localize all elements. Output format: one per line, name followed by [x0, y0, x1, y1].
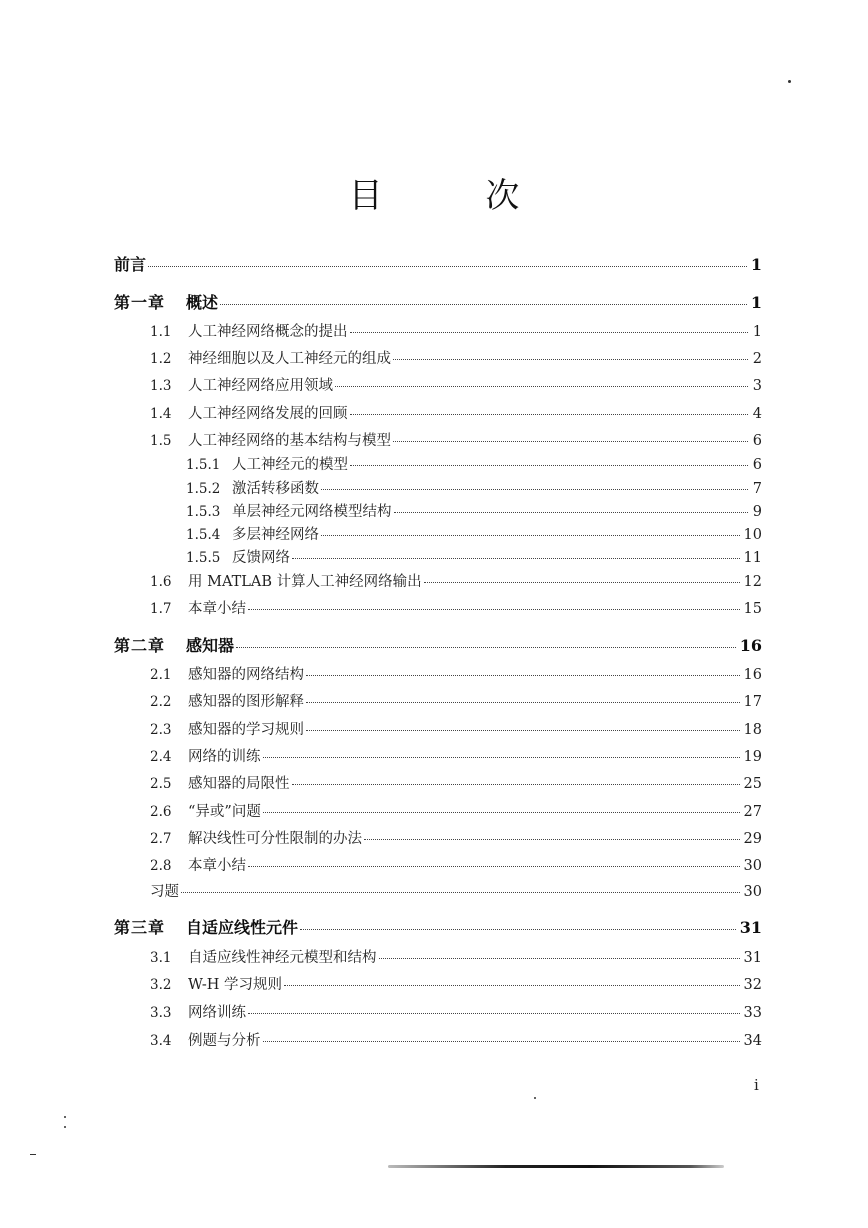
- toc-entry-page: 19: [743, 749, 762, 765]
- toc-entry-page: 6: [752, 457, 762, 473]
- toc-entry-number: 2.5: [150, 776, 172, 792]
- toc-entry-page: 12: [743, 574, 762, 590]
- dot-leader: [263, 812, 740, 813]
- toc-entry-page: 31: [739, 918, 762, 937]
- toc-entry-number: 1.4: [150, 406, 172, 422]
- dot-leader: [393, 359, 748, 360]
- toc-chapter-entry[interactable]: [114, 633, 762, 656]
- toc-section-entry[interactable]: [150, 663, 762, 684]
- toc-entry-page: 29: [743, 831, 762, 847]
- toc-section-entry[interactable]: [150, 718, 762, 739]
- dot-leader: [335, 386, 748, 387]
- dot-leader: [379, 958, 740, 959]
- toc-entry-number: 3.3: [150, 1005, 172, 1021]
- toc-entry-number: 1.2: [150, 351, 172, 367]
- toc-entry-title: 感知器的图形解释: [188, 694, 304, 710]
- toc-chapter-entry[interactable]: [114, 915, 762, 938]
- toc-entry-number: 1.6: [150, 574, 172, 590]
- toc-entry-page: 30: [743, 884, 762, 900]
- toc-entry-page: 34: [743, 1033, 762, 1049]
- toc-entry-number: 第三章: [114, 918, 166, 937]
- dot-leader: [292, 558, 740, 559]
- toc-entry-title: 自适应线性神经元模型和结构: [188, 950, 377, 966]
- toc-entry-page: 1: [752, 324, 762, 340]
- toc-entry-title: 本章小结: [188, 601, 246, 617]
- dot-leader: [306, 675, 740, 676]
- toc-entry-number: 2.8: [150, 858, 172, 874]
- toc-entry-number: 2.3: [150, 722, 172, 738]
- toc-entry-title: 人工神经网络概念的提出: [188, 324, 348, 340]
- dot-leader: [263, 757, 740, 758]
- toc-subsection-entry[interactable]: [186, 453, 762, 474]
- toc-section-entry[interactable]: [150, 347, 762, 368]
- toc-entry-title: 单层神经元网络模型结构: [232, 504, 392, 520]
- toc-entry-title: 多层神经网络: [232, 527, 319, 543]
- toc-entry-number: 2.6: [150, 804, 172, 820]
- dot-leader: [300, 929, 736, 930]
- toc-section-entry[interactable]: [150, 800, 762, 821]
- dot-leader: [248, 866, 740, 867]
- dot-leader: [306, 730, 740, 731]
- toc-entry-title: “异或”问题: [188, 804, 261, 820]
- dot-leader: [248, 1013, 740, 1014]
- toc-section-entry[interactable]: [150, 854, 762, 875]
- toc-section-entry[interactable]: [150, 973, 762, 994]
- dot-leader: [220, 304, 747, 305]
- toc-entry-title: 例题与分析: [188, 1033, 261, 1049]
- toc-entry-page: 18: [743, 722, 762, 738]
- toc-entry-number: 1.5.3: [186, 504, 221, 520]
- scan-speck: [30, 1154, 36, 1155]
- toc-entry-title: 神经细胞以及人工神经元的组成: [188, 351, 391, 367]
- toc-entry-number: 2.1: [150, 667, 172, 683]
- toc-entry-title: 解决线性可分性限制的办法: [188, 831, 362, 847]
- toc-entry-page: 15: [743, 601, 762, 617]
- toc-section-entry[interactable]: [150, 880, 762, 901]
- dot-leader: [350, 414, 749, 415]
- toc-entry-title: 网络训练: [188, 1005, 246, 1021]
- scan-speck: [788, 80, 791, 83]
- scan-speck: [534, 1097, 536, 1099]
- toc-entry-page: 10: [743, 527, 762, 543]
- toc-entry-page: 1: [750, 293, 762, 312]
- toc-entry-number: 1.1: [150, 324, 172, 340]
- toc-section-entry[interactable]: [150, 1001, 762, 1022]
- toc-entry-number: 第二章: [114, 636, 166, 655]
- toc-entry-number: 1.5.4: [186, 527, 221, 543]
- toc-entry-page: 17: [743, 694, 762, 710]
- dot-leader: [292, 784, 740, 785]
- toc-section-entry[interactable]: [150, 429, 762, 450]
- toc-entry-title: 感知器的局限性: [188, 776, 290, 792]
- toc-section-entry[interactable]: [150, 597, 762, 618]
- toc-entry-title: 概述: [186, 293, 219, 312]
- toc-entry-title: 前言: [114, 255, 147, 274]
- dot-leader: [321, 489, 748, 490]
- toc-entry-title: 自适应线性元件: [186, 918, 299, 937]
- toc-entry-title: 感知器的学习规则: [188, 722, 304, 738]
- toc-entry-title: W-H 学习规则: [188, 977, 283, 993]
- toc-entry-title: 激活转移函数: [232, 481, 319, 497]
- toc-entry-number: 1.7: [150, 601, 172, 617]
- toc-entry-page: 6: [752, 433, 762, 449]
- toc-entry-title: 感知器的网络结构: [188, 667, 304, 683]
- toc-entry-title: 人工神经元的模型: [232, 457, 348, 473]
- toc-entry-title: 人工神经网络应用领域: [188, 378, 333, 394]
- toc-entry-number: 2.4: [150, 749, 172, 765]
- toc-entry-number: 2.7: [150, 831, 172, 847]
- toc-subsection-entry[interactable]: [186, 523, 762, 544]
- dot-leader: [424, 582, 740, 583]
- scan-speck: [64, 1126, 66, 1128]
- toc-entry-number: 1.5.5: [186, 550, 221, 566]
- toc-entry-number: 3.1: [150, 950, 172, 966]
- dot-leader: [248, 609, 740, 610]
- toc-entry-page: 1: [750, 255, 762, 274]
- toc-section-entry[interactable]: [150, 570, 762, 591]
- dot-leader: [284, 985, 740, 986]
- dot-leader: [236, 647, 736, 648]
- toc-section-entry[interactable]: [150, 402, 762, 423]
- toc-entry-page: 2: [752, 351, 762, 367]
- toc-entry-page: 30: [743, 858, 762, 874]
- dot-leader: [321, 535, 740, 536]
- scan-artifact-line: [388, 1165, 724, 1168]
- toc-entry-title: 反馈网络: [232, 550, 290, 566]
- dot-leader: [181, 892, 740, 893]
- page-title: 目 次: [348, 175, 566, 216]
- toc-entry-page: 32: [743, 977, 762, 993]
- dot-leader: [350, 332, 749, 333]
- dot-leader: [350, 465, 748, 466]
- toc-entry-page: 27: [743, 804, 762, 820]
- toc-subsection-entry[interactable]: [186, 500, 762, 521]
- toc-entry-title: 用 MATLAB 计算人工神经网络输出: [188, 574, 422, 590]
- toc-entry-title: 习题: [150, 884, 179, 900]
- toc-entry-number: 1.5.1: [186, 457, 221, 473]
- toc-entry-page: 3: [752, 378, 762, 394]
- dot-leader: [364, 839, 740, 840]
- toc-entry-page: 11: [743, 550, 762, 566]
- toc-entry-page: 31: [743, 950, 762, 966]
- toc-entry-page: 25: [743, 776, 762, 792]
- toc-section-entry[interactable]: [150, 772, 762, 793]
- page-number: i: [754, 1076, 759, 1094]
- dot-leader: [394, 512, 749, 513]
- toc-entry-title: 感知器: [186, 636, 235, 655]
- dot-leader: [393, 441, 748, 442]
- toc-section-entry[interactable]: [150, 374, 762, 395]
- toc-entry-title: 本章小结: [188, 858, 246, 874]
- toc-entry-number: 1.3: [150, 378, 172, 394]
- toc-section-entry[interactable]: [150, 946, 762, 967]
- toc-section-entry[interactable]: [150, 320, 762, 341]
- toc-section-entry[interactable]: [150, 690, 762, 711]
- dot-leader: [263, 1041, 740, 1042]
- toc-entry-title: 网络的训练: [188, 749, 261, 765]
- toc-entry-number: 2.2: [150, 694, 172, 710]
- toc-entry-number: 3.4: [150, 1033, 172, 1049]
- toc-entry-number: 1.5.2: [186, 481, 221, 497]
- scan-speck: [64, 1116, 66, 1118]
- toc-section-entry[interactable]: [150, 1029, 762, 1050]
- toc-entry-number: 3.2: [150, 977, 172, 993]
- dot-leader: [306, 702, 740, 703]
- toc-entry-title: 人工神经网络发展的回顾: [188, 406, 348, 422]
- toc-entry-number: 第一章: [114, 293, 166, 312]
- toc-entry-page: 7: [752, 481, 762, 497]
- toc-entry-page: 4: [752, 406, 762, 422]
- toc-entry-page: 33: [743, 1005, 762, 1021]
- toc-section-entry[interactable]: [150, 745, 762, 766]
- toc-entry-page: 9: [752, 504, 762, 520]
- toc-chapter-entry[interactable]: [114, 252, 762, 275]
- toc-subsection-entry[interactable]: [186, 477, 762, 498]
- toc-entry-number: 1.5: [150, 433, 172, 449]
- dot-leader: [148, 266, 747, 267]
- toc-entry-title: 人工神经网络的基本结构与模型: [188, 433, 391, 449]
- toc-entry-page: 16: [739, 636, 762, 655]
- toc-chapter-entry[interactable]: [114, 290, 762, 313]
- toc-subsection-entry[interactable]: [186, 546, 762, 567]
- toc-entry-page: 16: [743, 667, 762, 683]
- toc-section-entry[interactable]: [150, 827, 762, 848]
